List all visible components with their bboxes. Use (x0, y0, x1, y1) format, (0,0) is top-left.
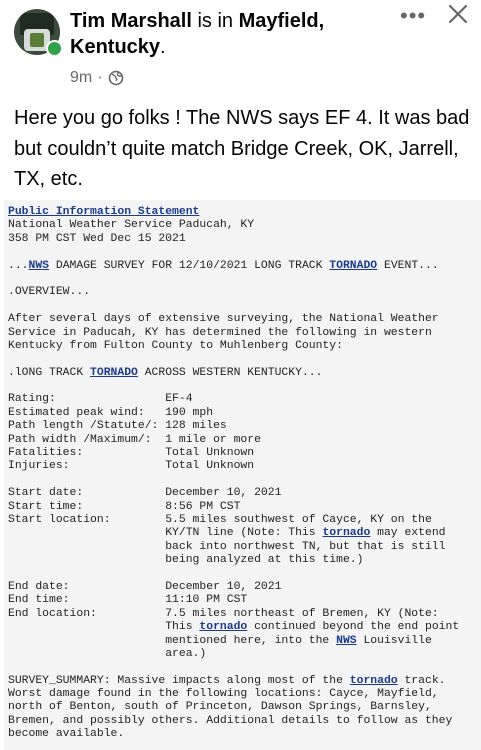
para-line: Service in Paducah, KY has determined the following in western (8, 326, 432, 339)
summary-line: become available. (8, 728, 125, 741)
office-line: National Weather Service Paducah, KY (8, 219, 255, 232)
summary-line: Bremen, and possibly others. Additional details to follow as they (8, 714, 453, 727)
end-location-cont: This tornado continued beyond the end point (165, 621, 460, 634)
section-title: .lONG TRACK TORNADO ACROSS WESTERN KENTUCKY... (8, 366, 323, 379)
end-date-row: End date: December 10, 2021 (8, 580, 282, 593)
tornado-link[interactable]: TORNADO (90, 366, 138, 379)
post-author-line: Tim Marshall is in Mayfield, Kentucky. (70, 10, 325, 58)
tornado-link[interactable]: tornado (322, 527, 371, 540)
survey-title: ...NWS DAMAGE SURVEY FOR 12/10/2021 LONG TRACK TORNADO EVENT... (8, 259, 439, 272)
post-header (0, 0, 481, 100)
start-location-cont: being analyzed at this time.) (165, 554, 364, 567)
stat-row: Path width /Maximum/: 1 mile or more (8, 433, 261, 446)
start-location-cont: KY/TN line (Note: This tornado may extend (165, 527, 446, 540)
tornado-link[interactable]: TORNADO (329, 259, 378, 272)
author-name[interactable]: Tim Marshall (70, 10, 192, 32)
para-line: Kentucky from Fulton County to Muhlenberg County: (8, 339, 343, 352)
stat-row: Injuries: Total Unknown (8, 460, 255, 473)
stat-row: Estimated peak wind: 190 mph (8, 406, 214, 419)
close-icon[interactable] (446, 2, 470, 26)
start-date-row: Start date: December 10, 2021 (8, 487, 282, 500)
globe-icon[interactable] (108, 70, 124, 86)
start-time-row: Start time: 8:56 PM CST (8, 500, 241, 513)
stat-row: Path length /Statute/: 128 miles (8, 420, 227, 433)
post-meta (70, 69, 124, 87)
para-line: After several days of extensive surveying, the National Weather (8, 313, 439, 326)
end-location-cont: area.) (165, 647, 207, 660)
summary-line: north of Benton, south of Princeton, Dawson Springs, Barnsley, (8, 701, 432, 714)
more-dots-icon[interactable]: ••• (400, 3, 427, 28)
stat-row: Fatalities: Total Unknown (8, 447, 255, 460)
stat-row: Rating: EF-4 (8, 393, 193, 406)
issued-line: 358 PM CST Wed Dec 15 2021 (8, 232, 186, 245)
nws-link[interactable]: NWS (28, 259, 50, 272)
end-location-row: End location: 7.5 miles northeast of Bremen, KY (Note: (8, 607, 439, 620)
summary-line: Worst damage found in the following locations: Cayce, Mayfield, (8, 688, 439, 701)
tornado-link[interactable]: tornado (349, 674, 398, 687)
summary-line: SURVEY_SUMMARY: Massive impacts along most of the tornado track. (8, 674, 446, 687)
statement-heading[interactable]: Public Information Statement (8, 206, 200, 218)
nws-link[interactable]: NWS (336, 634, 357, 647)
location-link[interactable]: Mayfield, Kentucky (70, 10, 325, 58)
online-status-dot (46, 40, 63, 57)
end-time-row: End time: 11:10 PM CST (8, 594, 248, 607)
start-location-row: Start location: 5.5 miles southwest of Cayce, KY on the (8, 513, 432, 526)
start-location-cont: back into northwest TN, but that is still (165, 540, 446, 553)
end-location-cont: mentioned here, into the NWS Louisville (165, 634, 432, 647)
tornado-link[interactable]: tornado (199, 621, 248, 634)
nws-statement-image (4, 200, 481, 750)
post-text: Here you go folks ! The NWS says EF 4. It was bad but couldn’t quite match Bridge Creek, OK, Jarrell, TX, etc. (14, 107, 470, 190)
is-in-text: is in (191, 10, 239, 32)
overview-label: .OVERVIEW... (8, 286, 91, 299)
post-time[interactable]: 9m (70, 69, 93, 86)
meta-dot: · (97, 69, 103, 86)
